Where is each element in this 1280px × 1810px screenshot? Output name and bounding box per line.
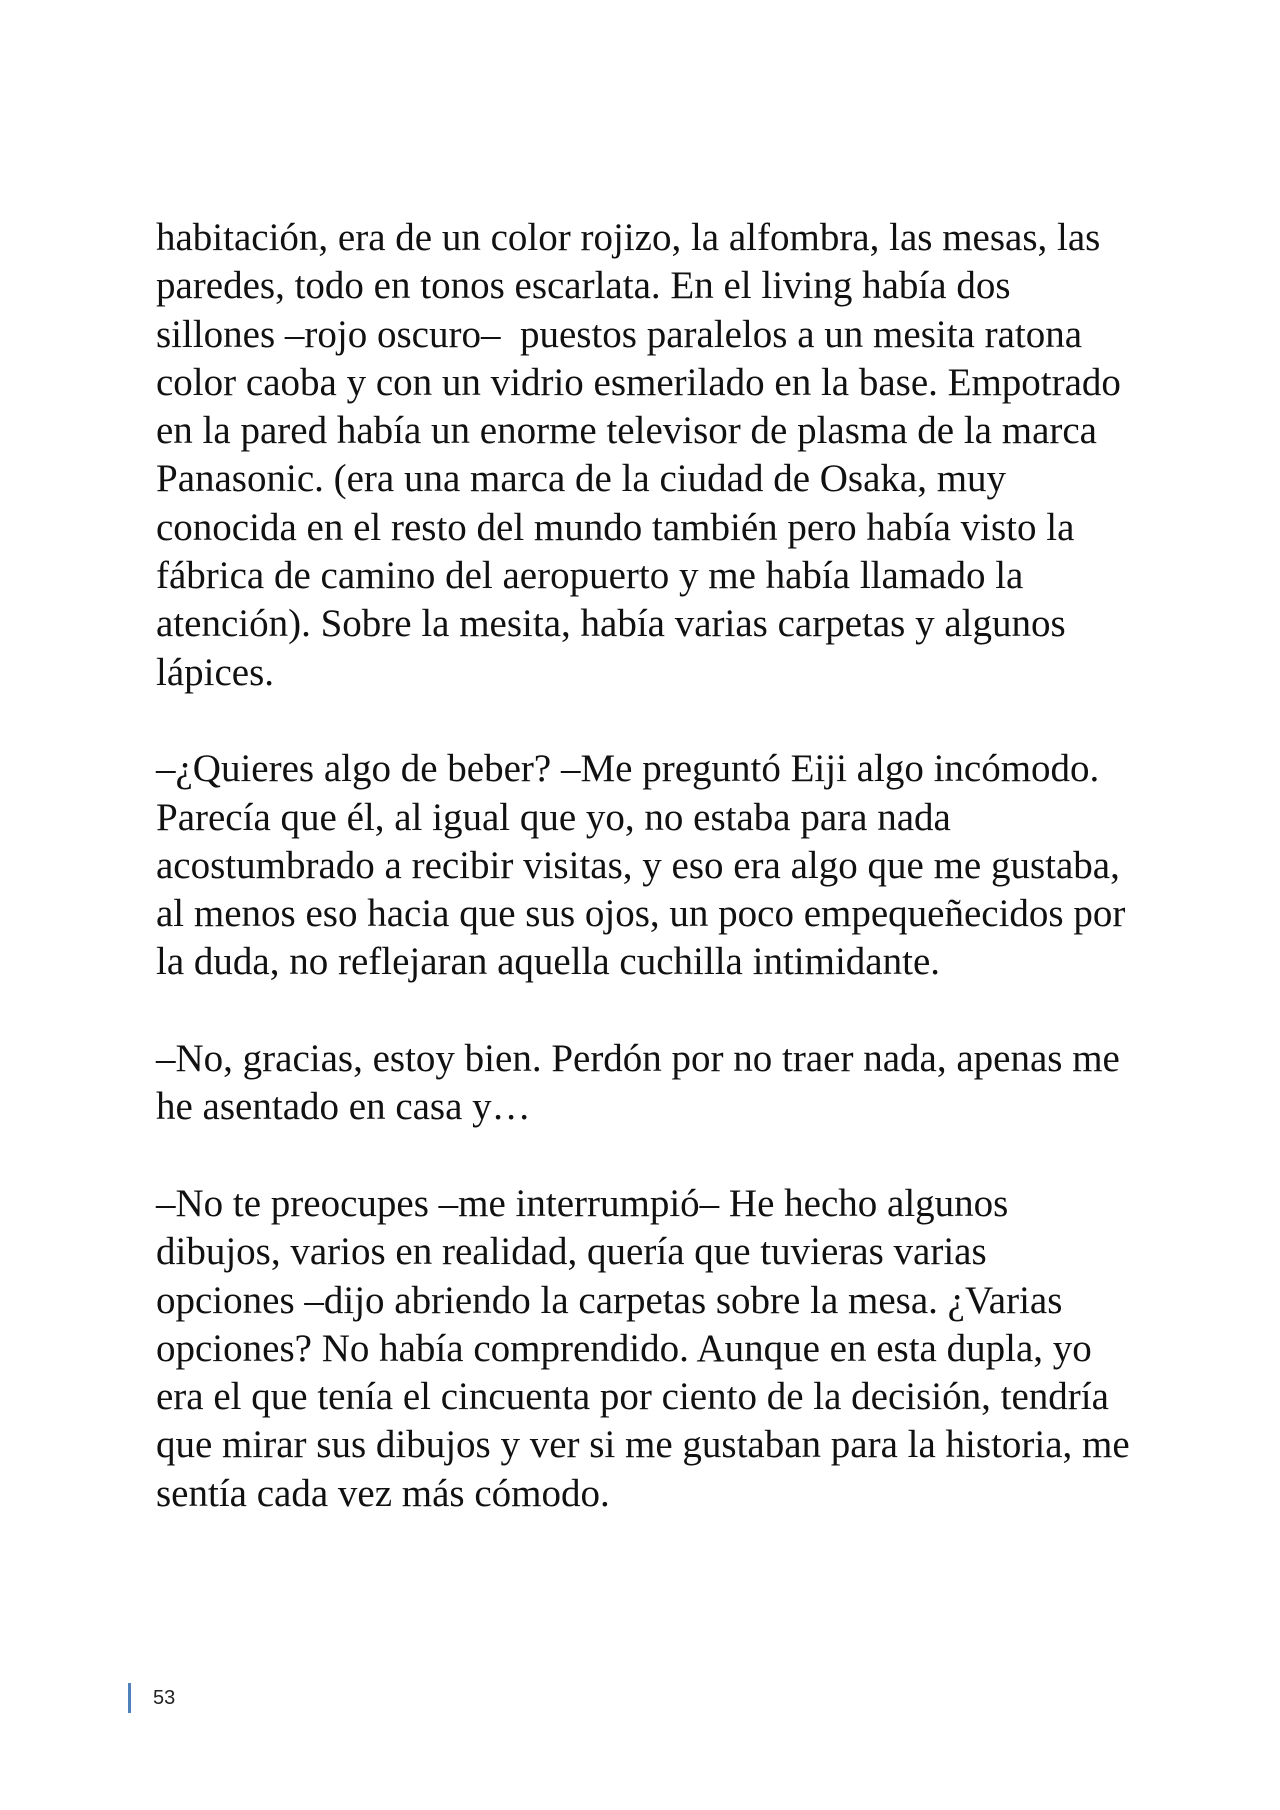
paragraph: [156, 1180, 1156, 1518]
paragraph: [156, 214, 1156, 697]
text-line: –No te preocupes –me interrumpió– He hecho algunos: [156, 1181, 1009, 1225]
paragraph: [156, 1035, 1156, 1132]
text-line: era el que tenía el cincuenta por ciento de la decisión, tendría: [156, 1375, 1109, 1419]
text-line: lápices.: [156, 650, 275, 694]
text-line: opciones –dijo abriendo la carpetas sobre la mesa. ¿Varias: [156, 1278, 1063, 1322]
paragraph-spacer: [156, 987, 1156, 1035]
text-line: acostumbrado a recibir visitas, y eso era algo que me gustaba,: [156, 843, 1120, 887]
text-line: –No, gracias, estoy bien. Perdón por no traer nada, apenas me: [156, 1037, 1120, 1081]
text-line: dibujos, varios en realidad, quería que tuvieras varias: [156, 1230, 987, 1274]
text-line: fábrica de camino del aeropuerto y me había llamado la: [156, 554, 1024, 598]
text-line: opciones? No había comprendido. Aunque en esta dupla, yo: [156, 1326, 1092, 1370]
text-line: en la pared había un enorme televisor de plasma de la marca: [156, 409, 1097, 453]
text-line: al menos eso hacia que sus ojos, un poco empequeñecidos por: [156, 892, 1126, 936]
text-line: –¿Quieres algo de beber? –Me preguntó Eiji algo incómodo.: [156, 747, 1100, 791]
text-line: sillones –rojo oscuro– puestos paralelos a un mesita ratona: [156, 312, 1083, 356]
paragraph-spacer: [156, 697, 1156, 745]
text-line: que mirar sus dibujos y ver si me gustaban para la historia, me: [156, 1423, 1130, 1467]
text-line: Parecía que él, al igual que yo, no estaba para nada: [156, 795, 951, 839]
text-line: atención). Sobre la mesita, había varias carpetas y algunos: [156, 602, 1066, 646]
body-text: [156, 214, 1156, 1518]
page-number: 53: [153, 1686, 176, 1709]
text-line: la duda, no reflejaran aquella cuchilla intimidante.: [156, 940, 940, 984]
page-footer: [128, 1678, 175, 1718]
text-line: Panasonic. (era una marca de la ciudad de Osaka, muy: [156, 457, 1007, 501]
text-line: he asentado en casa y…: [156, 1085, 531, 1129]
text-line: color caoba y con un vidrio esmerilado en la base. Empotrado: [156, 360, 1121, 404]
text-line: conocida en el resto del mundo también pero había visto la: [156, 505, 1075, 549]
text-line: paredes, todo en tonos escarlata. En el living había dos: [156, 264, 1011, 308]
paragraph: [156, 745, 1156, 986]
text-line: sentía cada vez más cómodo.: [156, 1471, 610, 1515]
text-line: habitación, era de un color rojizo, la alfombra, las mesas, las: [156, 216, 1101, 259]
footer-accent-bar: [128, 1683, 131, 1713]
paragraph-spacer: [156, 1132, 1156, 1180]
